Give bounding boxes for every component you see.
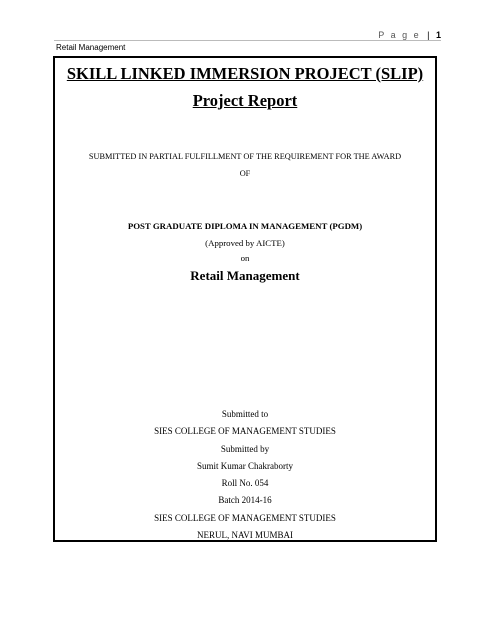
on-label: on — [240, 253, 250, 263]
report-title: SKILL LINKED IMMERSION PROJECT (SLIP) — [66, 64, 424, 83]
program-name: Retail Management — [190, 268, 300, 283]
submitted-to-college: SIES COLLEGE OF MANAGEMENT STUDIES — [154, 426, 336, 437]
page-number — [378, 30, 441, 40]
running-title: Retail Management — [56, 43, 126, 52]
batch: Batch 2014-16 — [218, 495, 272, 506]
diploma-name: POST GRADUATE DIPLOMA IN MANAGEMENT (PGDM) — [127, 221, 363, 231]
of-label: OF — [239, 169, 251, 178]
submission-details — [55, 406, 435, 544]
submission-statement: SUBMITTED IN PARTIAL FULFILLMENT OF THE REQUIREMENT FOR THE AWARD — [88, 152, 402, 161]
header-divider — [54, 40, 441, 41]
student-name: Sumit Kumar Chakraborty — [197, 460, 293, 471]
page-separator: | — [427, 30, 430, 40]
page-number-value: 1 — [435, 30, 441, 40]
roll-number: Roll No. 054 — [221, 478, 269, 489]
submitted-to-label: Submitted to — [221, 409, 269, 419]
approval-note: (Approved by AICTE) — [205, 238, 285, 248]
report-subtitle: Project Report — [192, 91, 298, 110]
submitted-by-label: Submitted by — [220, 443, 270, 454]
college-name: SIES COLLEGE OF MANAGEMENT STUDIES — [154, 512, 336, 523]
college-location: NERUL, NAVI MUMBAI — [196, 530, 294, 541]
title-page-frame — [53, 56, 437, 542]
page-word: P a g e — [378, 30, 421, 40]
